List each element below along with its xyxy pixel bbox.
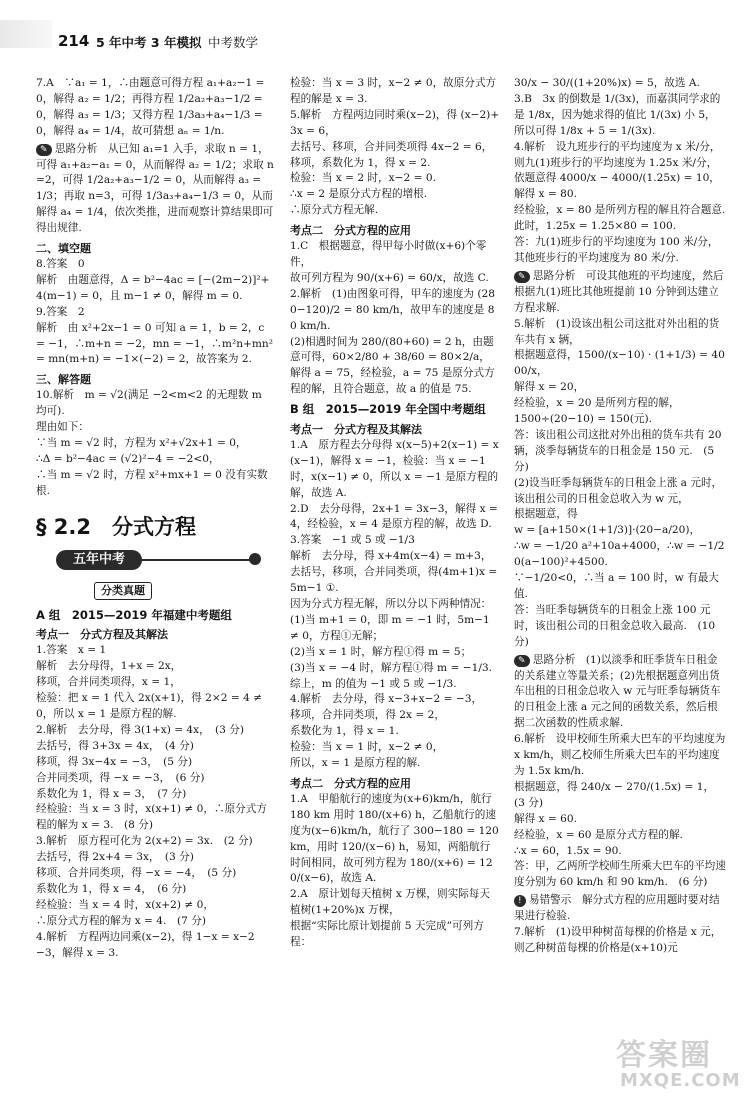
answer-paragraph: 合并同类项，得 −x = −3， (6 分)	[36, 771, 205, 784]
answer-paragraph: 解析 去分母，得 x+4m(x−4) = m+3，	[290, 550, 492, 563]
answer-paragraph: 去括号，移项，合并同类项，得(4m+1)x = 5m−1 ①.	[290, 566, 498, 595]
answer-paragraph: 1500÷(20−10) = 150(元).	[514, 413, 652, 426]
answer-paragraph: 1.答案 x = 1	[36, 644, 107, 657]
answer-paragraph: 4.解析 设九班步行的平均速度为 x 米/分，则九(1)班步行的平均速度为 1.25x 米/分，依题意得 4000/x − 4000/(1.25x) = 10，	[514, 140, 721, 185]
answer-paragraph: ∴w = −1/20 a²+10a+4000，∴w = −1/20(a−100)²+4500.	[514, 540, 725, 569]
answer-paragraph: ∴x = 60，1.5x = 90.	[514, 844, 622, 857]
subject-label: 中考数学	[208, 35, 259, 50]
thinking-analysis	[36, 142, 274, 237]
answer-paragraph: 理由如下：	[36, 421, 89, 434]
topic-heading: 考点一 分式方程及其解法	[290, 423, 422, 437]
answer-paragraph: 检验：当 x = 1 时，x−2 ≠ 0，	[290, 741, 444, 754]
banner-dot	[249, 553, 261, 565]
subsection-heading: 三、解答题	[36, 373, 91, 387]
answer-paragraph: 2.解析 (1)由图象可得，甲车的速度为 (280−120)/2 = 80 km/h，故甲车的速度是 80 km/h.	[290, 287, 495, 332]
thinking-analysis	[514, 269, 726, 317]
error-warning	[514, 893, 726, 925]
answer-paragraph: 根据题意，得	[514, 508, 578, 521]
category-tag: 分类真题	[94, 582, 152, 600]
topic-heading: 考点二 分式方程的应用	[290, 224, 411, 238]
answer-paragraph: 去括号，得 2x+4 = 3x， (3 分)	[36, 851, 194, 864]
answer-paragraph: 1.A 甲船航行的速度为(x+6)km/h，航行 180 km 用时 180/(x+6) h，乙船航行的速度为(x−6)km/h，航行了 300−180 = 120 km，用时 120/(x−6) h，易知，两船航行时间相同，故可列方程为 180/(x+6) = 120/(x−6)，故选 A.	[290, 792, 499, 885]
answer-paragraph: 去括号，得 3+3x = 4x， (4 分)	[36, 739, 194, 752]
answer-paragraph: 经检验，x = 20 是所列方程的解，	[514, 397, 680, 410]
answer-paragraph: 解得 x = 20，	[514, 381, 585, 394]
answer-paragraph: 8.答案 0	[36, 257, 85, 270]
answer-paragraph: 2.解析 去分母，得 3(1+x) = 4x， (3 分)	[36, 723, 245, 736]
section-banner	[56, 548, 261, 572]
answer-paragraph: ∵当 m = √2 时，方程为 x²+√2x+1 = 0，	[36, 436, 247, 449]
answer-paragraph: 经检验：当 x = 3 时，x(x+1) ≠ 0，∴原分式方程的解为 x = 3. (8 分)	[36, 803, 267, 832]
answer-paragraph: 系数化为 1，得 x = 1.	[290, 725, 399, 738]
answer-paragraph: ∴原分式方程的解为 x = 4. (7 分)	[36, 914, 206, 927]
answer-paragraph: 解析 由题意得，Δ = b²−4ac = [−(2m−2)]²+4(m−1) = 0，且 m−1 ≠ 0，解得 m = 0.	[36, 273, 270, 302]
page-number: 214	[58, 32, 90, 50]
banner-rule	[136, 559, 254, 561]
answer-paragraph: 系数化为 1，得 x = 3， (7 分)	[36, 787, 187, 800]
answer-paragraph: 答：该出租公司这批对外出租的货车共有 20 辆，淡季每辆货车的日租金是 150 元. (5 分)	[514, 428, 722, 473]
answer-paragraph: w = [a+150×(1+1/3)]·(20−a/20)，	[514, 524, 701, 537]
thinking-analysis	[514, 653, 726, 733]
answer-paragraph: 解得 x = 60.	[514, 812, 577, 825]
lightbulb-icon: ✎	[514, 271, 530, 283]
left-column	[36, 76, 274, 1081]
answer-paragraph: 故可列方程为 90/(x+6) = 60/x，故选 C.	[290, 271, 489, 284]
group-heading: B 组 2015—2019 年全国中考题组	[290, 402, 486, 417]
answer-paragraph: 30/x − 30/((1+20%)x) = 5，故选 A.	[514, 77, 700, 89]
answer-paragraph: 经检验，x = 80 是所列方程的解且符合题意.	[514, 204, 726, 217]
answer-paragraph: 检验：当 x = 2 时，x−2 = 0.	[290, 172, 436, 185]
answer-paragraph: 检验：当 x = 3 时，x−2 ≠ 0，故原分式方程的解是 x = 3.	[290, 77, 497, 105]
analysis-text: 思路分析 可设其他班的平均速度，然后根据九(1)班比其他班提前 10 分钟到达建立方程求解.	[514, 269, 724, 314]
answer-paragraph: 5.解析 (1)设该出租公司这批对外出租的货车共有 x 辆，	[514, 317, 720, 346]
answer-paragraph: 7.解析 (1)设甲种树苗每棵的价格是 x 元，则乙种树苗每棵的价格是(x+10)元	[514, 926, 722, 954]
answer-paragraph: 解得 x = 80.	[514, 188, 577, 201]
answer-paragraph: 移项，合并同类项，得 2x = 2，	[290, 709, 445, 722]
middle-column	[290, 76, 500, 1081]
answer-paragraph: 3.B 3x 的倒数是 1/(3x)，而嘉淇同学求的是 1/8x，因为她求得的值比 1/(3x) 小 5，所以可得 1/8x + 5 = 1/(3x).	[514, 92, 721, 137]
answer-paragraph: (1)当 m+1 = 0，即 m = −1 时，5m−1 ≠ 0，方程①无解；	[290, 613, 490, 642]
watermark	[610, 1030, 740, 1096]
answer-paragraph: ∵−1/20<0，∴当 a = 100 时，w 有最大值.	[514, 572, 719, 600]
answer-paragraph: 1.A 原方程去分母得 x(x−5)+2(x−1) = x(x−1)，解得 x = −1，检验：当 x = −1 时，x(x−1) ≠ 0，所以 x = −1 是原方程的解，故选 A.	[290, 438, 499, 499]
analysis-text: 思路分析 从已知 a₁=1 入手，求取 n = 1，可得 a₁+a₂−a₁ = 0，从而解得 a₂ = 1/2；求取 n=2，可得 1/2a₂+a₃−1/2 = 0，从而解得 a₃ = 1/3；再取 n=3，可得 1/3a₃+a₄−1/3 = 0，从而解得 a₄ = 1/4，依次类推，进而观察计算结果即可得出规律.	[36, 142, 274, 235]
answer-paragraph: 所以，x = 1 是原方程的解.	[290, 757, 421, 770]
answer-paragraph: (3)当 x = −4 时，解方程①得 m = −1/3.	[290, 661, 493, 674]
answer-paragraph: 6.解析 设甲校师生所乘大巴车的平均速度为 x km/h，则乙校师生所乘大巴车的平均速度为 1.5x km/h.	[514, 733, 726, 777]
answer-paragraph: 根据“实际比原计划提前 5 天完成”可列方程：	[290, 920, 484, 949]
answer-paragraph: (2)当 x = 1 时，解方程①得 m = 5；	[290, 645, 472, 658]
answer-paragraph: 10.解析 m = √2(满足 −2<m<2 的无理数 m 均可).	[36, 389, 262, 418]
answer-paragraph: (2)相遇时间为 280/(80+60) = 2 h，由题意可得，60×2/80 + 38/60 = 80×2/a，解得 a = 75，经检验，a = 75 是原分式方程的解，且符合题意，故 a 的值是 75.	[290, 335, 495, 396]
answer-paragraph: 解析 由 x²+2x−1 = 0 可知 a = 1，b = 2，c = −1，∴m+n = −2，mn = −1，∴m²n+mn² = mn(m+n) = −1×(−2) = 2，故答案为 2.	[36, 321, 274, 366]
lightbulb-icon: ✎	[36, 144, 52, 156]
answer-paragraph: 4.解析 去分母，得 x−3+x−2 = −3，	[290, 693, 483, 706]
answer-paragraph: 因为分式方程无解，所以分以下两种情况：	[290, 598, 492, 610]
topic-heading: 考点一 分式方程及其解法	[36, 628, 168, 642]
warning-icon: !	[514, 895, 526, 907]
watermark-line1: 答案圈	[616, 1038, 712, 1073]
answer-paragraph: 根据题意得，1500/(x−10) · (1+1/3) = 4000/x，	[514, 349, 725, 378]
answer-paragraph: 移项，合并同类项得，x = 1，	[36, 676, 181, 689]
warning-text: 易错警示 解分式方程的应用题时要对结果进行检验.	[514, 894, 720, 923]
subsection-heading: 二、填空题	[36, 242, 91, 256]
answer-paragraph: 移项，得 3x−4x = −3， (5 分)	[36, 755, 193, 768]
answer-paragraph: ∴Δ = b²−4ac = (√2)²−4 = −2<0，	[36, 452, 220, 465]
answer-paragraph: 移项、合并同类项，得 −x = −4， (5 分)	[36, 867, 237, 880]
answer-paragraph: 移项，系数化为 1，得 x = 2.	[290, 156, 431, 169]
banner-label: 五年中考	[56, 550, 142, 570]
answer-paragraph: 此时，1.25x = 1.25×80 = 100.	[514, 220, 677, 233]
answer-paragraph: 4.解析 方程两边同乘(x−2)，得 1−x = x−2−3，解得 x = 3.	[36, 930, 255, 959]
answer-paragraph: 答：甲，乙两所学校师生所乘大巴车的平均速度分别为 60 km/h 和 90 km/h. (6 分)	[514, 860, 726, 889]
answer-paragraph: 2.D 去分母得，2x+1 = 3x−3，解得 x = 4，经检验，x = 4 是原方程的解，故选 D.	[290, 502, 498, 531]
group-heading: A 组 2015—2019 年福建中考题组	[36, 607, 232, 622]
right-column	[514, 76, 726, 1081]
answer-paragraph: (2)设当旺季每辆货车的日租金上涨 a 元时，该出租公司的日租金总收入为 w 元，	[514, 476, 723, 505]
section-title: § 2.2 分式方程	[36, 514, 197, 539]
answer-paragraph: 系数化为 1，得 x = 4， (6 分)	[36, 882, 187, 895]
answer-paragraph: 解析 去分母得，1+x = 2x，	[36, 660, 182, 673]
answer-paragraph: ∴当 m = √2 时，方程 x²+mx+1 = 0 没有实数根.	[36, 468, 268, 497]
book-title: 5 年中考 3 年模拟	[96, 35, 202, 50]
header-decoration	[0, 20, 52, 48]
answer-paragraph: 经检验，x = 60 是原分式方程的解.	[514, 828, 683, 841]
answer-paragraph: 7.A ∵a₁ = 1，∴由题意可得方程 a₁+a₂−1 = 0，解得 a₂ = 1/2；再得方程 1/2a₂+a₃−1/2 = 0，解得 a₃ = 1/3；又得方程 1/3a₃+a₄−1/3 = 0，解得 a₄ = 1/4，故可猜想 aₙ = 1/n.	[36, 77, 265, 137]
watermark-line2: MXQE.COM	[620, 1070, 741, 1091]
answer-paragraph: ∴x = 2 是原分式方程的增根.	[290, 188, 428, 201]
answer-paragraph: 经检验：当 x = 4 时，x(x+2) ≠ 0，	[36, 898, 214, 911]
answer-paragraph: 3.解析 原方程可化为 2(x+2) = 3x. (2 分)	[36, 835, 253, 848]
answer-paragraph: 2.A 原计划每天植树 x 万棵，则实际每天植树(1+20%)x 万棵，	[290, 888, 490, 917]
answer-paragraph: 根据题意，得 240/x − 270/(1.5x) = 1， (3 分)	[514, 780, 720, 809]
answer-paragraph: 综上，m 的值为 −1 或 5 或 −1/3.	[290, 677, 457, 690]
lightbulb-icon: ✎	[514, 655, 530, 667]
answer-paragraph: 答：九(1)班步行的平均速度为 100 米/分，其他班步行的平均速度为 80 米/分.	[514, 236, 719, 264]
analysis-text: 思路分析 (1)以淡季和旺季货车日租金的关系建立等量关系；(2)先根据题意列出货车出租的日租金总收入 w 元与旺季每辆货车的日租金上涨 a 元之间的函数关系，然后根据二次函数的性质求解.	[514, 653, 721, 730]
answer-paragraph: 9.答案 2	[36, 305, 85, 318]
answer-paragraph: 5.解析 方程两边同时乘(x−2)，得 (x−2)+3x = 6，	[290, 108, 500, 137]
topic-heading: 考点二 分式方程的应用	[290, 776, 411, 790]
answer-paragraph: ∴原分式方程无解.	[290, 204, 379, 217]
answer-paragraph: 去括号、移项，合并同类项得 4x−2 = 6，	[290, 140, 493, 153]
answer-paragraph: 3.答案 −1 或 5 或 −1/3	[290, 534, 415, 547]
page-header	[0, 0, 750, 52]
answer-paragraph: 1.C 根据题意，得甲每小时做(x+6)个零件，	[290, 240, 487, 268]
answer-paragraph: 检验：把 x = 1 代入 2x(x+1)，得 2×2 = 4 ≠ 0，所以 x = 1 是原方程的解.	[36, 692, 263, 720]
answer-paragraph: 答：当旺季每辆货车的日租金上涨 100 元时，该出租公司的日租金总收入最高. (10 分)	[514, 603, 716, 648]
